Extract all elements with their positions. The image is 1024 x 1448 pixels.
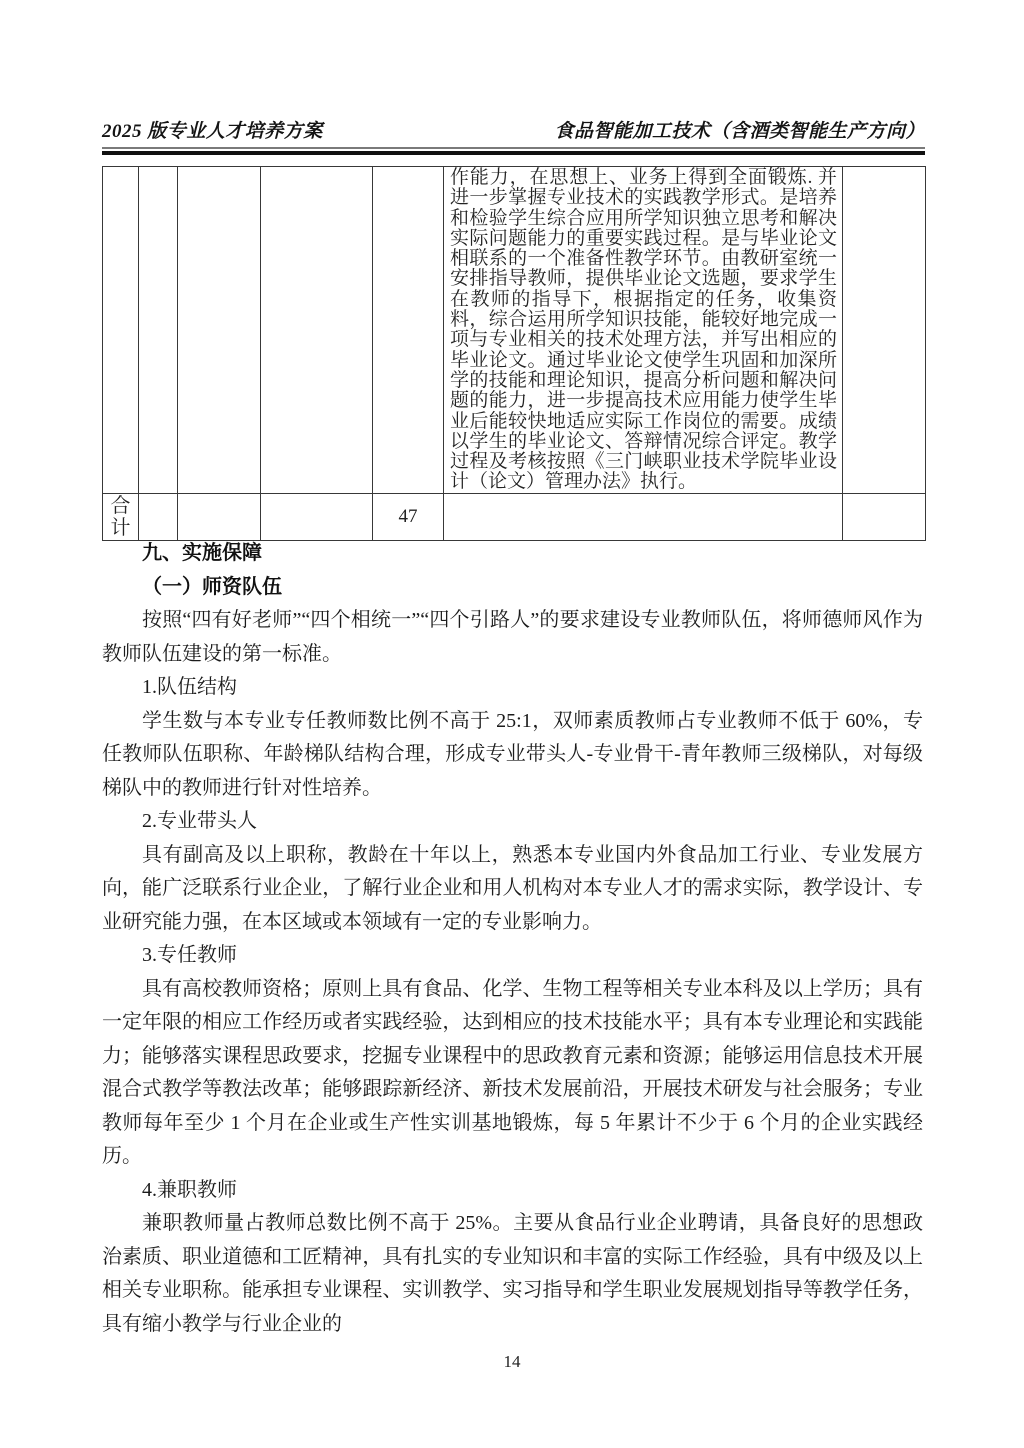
empty-cell: [103, 167, 139, 494]
header-double-rule: [102, 147, 925, 155]
empty-cell: [178, 493, 261, 540]
item-title-3: 3.专任教师: [142, 944, 237, 966]
table-row-continuation: [103, 167, 926, 494]
table-total-row: [103, 493, 926, 540]
empty-cell: [444, 493, 843, 540]
body-text-block: [102, 537, 923, 1341]
empty-cell: [261, 167, 373, 494]
total-credits-cell: 47: [373, 493, 444, 540]
item-title-2: 2.专业带头人: [142, 810, 257, 832]
empty-cell: [261, 493, 373, 540]
intro-paragraph: 按照“四有好老师”“四个相统一”“四个引路人”的要求建设专业教师队伍，将师德师风作为教师队伍建设的第一标准。: [102, 609, 923, 665]
empty-cell: [139, 493, 178, 540]
empty-cell: [139, 167, 178, 494]
subsection-heading: （一）师资队伍: [142, 575, 282, 598]
item-title-4: 4.兼职教师: [142, 1178, 237, 1201]
item-body-2: 具有副高及以上职称，教龄在十年以上，熟悉本专业国内外食品加工行业、专业发展方向，能广泛联系行业企业，了解行业企业和用人机构对本专业人才的需求实际，教学设计、专业研究能力强，在本区域或本领域有一定的专业影响力。: [102, 843, 923, 933]
empty-cell: [178, 167, 261, 494]
section-heading: 九、实施保障: [142, 542, 262, 564]
item-body-3: 具有高校教师资格；原则上具有食品、化学、生物工程等相关专业本科及以上学历；具有一定年限的相应工作经历或者实践经验，达到相应的技术技能水平；具有本专业理论和实践能力；能够落实课程思政要求，挖掘专业课程中的思政教育元素和资源；能够运用信息技术开展混合式教学等教法改革；能够跟踪新经济、新技术发展前沿，开展技术研发与社会服务；专业教师每年至少 1 个月在企业或生产性实训基地锻炼，每 5 年累计不少于 6 个月的企业实践经历。: [102, 977, 923, 1167]
item-body-1: 学生数与本专业专任教师数比例不高于 25:1，双师素质教师占专业教师不低于 60%，专任教师队伍职称、年龄梯队结构合理，形成专业带头人-专业骨干-青年教师三级梯队，对每级梯队中的教师进行针对性培养。: [102, 709, 923, 799]
course-description-cell: [444, 167, 843, 494]
item-body-4: 兼职教师量占教师总数比例不高于 25%。主要从食品行业企业聘请，具备良好的思想政治素质、职业道德和工匠精神，具有扎实的专业知识和丰富的实际工作经验，具有中级及以上相关专业职称。能承担专业课程、实训教学、实习指导和学生职业发展规划指导等教学任务，具有缩小教学与行业企业的: [102, 1212, 923, 1335]
item-title-1: 1.队伍结构: [142, 676, 237, 698]
total-label-cell: 合计: [103, 493, 139, 540]
empty-cell: [843, 167, 926, 494]
empty-cell: [373, 167, 444, 494]
course-description-text: 作能力，在思想上、业务上得到全面锻炼. 并进一步掌握专业技术的实践教学形式。是培养和检验学生综合应用所学知识独立思考和解决实际问题能力的重要实践过程。是与毕业论文相联系的一个准备性教学环节。由教研室统一安排指导教师，提供毕业论文选题，要求学生在教师的指导下，根据指定的任务，收集资料，综合运用所学知识技能，能较好地完成一项与专业相关的技术处理方法，并写出相应的毕业论文。通过毕业论文使学生巩固和加深所学的技能和理论知识，提高分析问题和解决问题的能力，进一步提高技术应用能力使学生毕业后能较快地适应实际工作岗位的需要。成绩以学生的毕业论文、答辩情况综合评定。教学过程及考核按照《三门峡职业技术学院毕业设计（论文）管理办法》执行。: [450, 167, 837, 493]
header-left-title: 2025 版专业人才培养方案: [102, 121, 323, 142]
page-number: 14: [503, 1352, 521, 1371]
curriculum-table: [102, 166, 926, 541]
page-header: [102, 116, 925, 143]
header-right-title: 食品智能加工技术（含酒类智能生产方向）: [554, 121, 925, 142]
empty-cell: [843, 493, 926, 540]
